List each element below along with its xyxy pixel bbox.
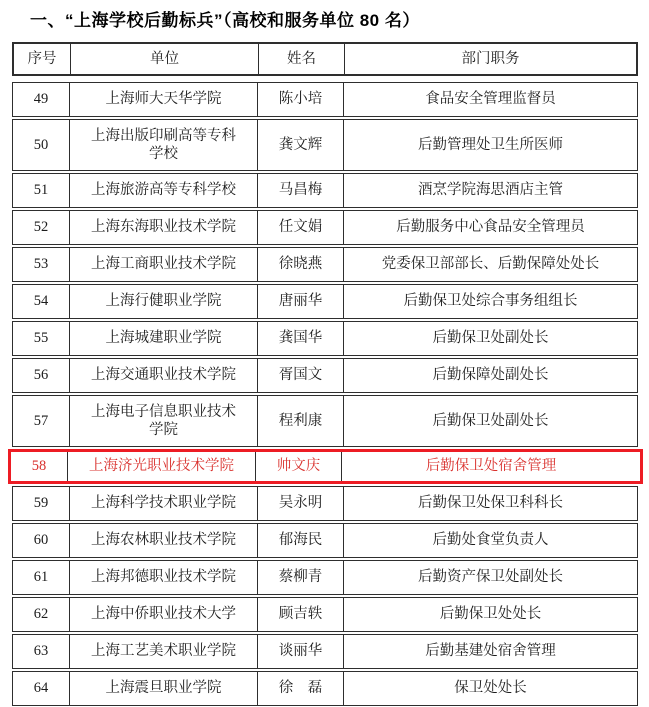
unit-cell: 上海旅游高等专科学校 — [70, 174, 258, 207]
table-row — [12, 247, 638, 282]
unit-cell: 上海师大天华学院 — [70, 83, 258, 116]
name-cell: 谈丽华 — [258, 635, 344, 668]
name-cell: 马昌梅 — [258, 174, 344, 207]
row-number-cell: 64 — [13, 672, 70, 705]
unit-cell: 上海交通职业技术学院 — [70, 359, 258, 392]
name-cell: 程利康 — [258, 396, 344, 446]
position-cell: 保卫处处长 — [454, 680, 527, 697]
table-row — [12, 173, 638, 208]
unit-cell: 上海工商职业技术学院 — [70, 248, 258, 281]
table-row — [8, 449, 643, 484]
row-number-cell: 53 — [13, 248, 70, 281]
position-cell: 后勤保卫处宿舍管理 — [425, 458, 557, 475]
table-row — [12, 119, 638, 171]
position-cell: 酒烹学院海思酒店主管 — [418, 182, 563, 199]
name-cell: 郁海民 — [258, 524, 344, 557]
position-cell: 后勤管理处卫生所医师 — [418, 136, 563, 153]
unit-cell: 上海电子信息职业技术 学院 — [70, 396, 258, 446]
unit-cell: 上海东海职业技术学院 — [70, 211, 258, 244]
position-cell: 后勤保卫处副处长 — [432, 330, 549, 347]
table-row — [12, 284, 638, 319]
name-cell: 唐丽华 — [258, 285, 344, 318]
table-row — [12, 523, 638, 558]
row-number-cell: 63 — [13, 635, 70, 668]
row-number-cell: 55 — [13, 322, 70, 355]
name-cell: 陈小培 — [258, 83, 344, 116]
position-cell: 后勤保卫处保卫科科长 — [418, 495, 563, 512]
table-row — [12, 671, 638, 706]
name-cell: 蔡柳青 — [258, 561, 344, 594]
name-cell: 徐晓燕 — [258, 248, 344, 281]
name-cell: 龚文辉 — [258, 120, 344, 170]
table-row — [12, 634, 638, 669]
table-row — [12, 395, 638, 447]
name-cell: 顾吉轶 — [258, 598, 344, 631]
name-cell: 胥国文 — [258, 359, 344, 392]
row-number-cell: 62 — [13, 598, 70, 631]
name-cell: 帅文庆 — [256, 452, 342, 481]
row-number-cell: 56 — [13, 359, 70, 392]
unit-cell: 上海济光职业技术学院 — [68, 452, 256, 481]
table-row — [12, 210, 638, 245]
position-cell: 后勤基建处宿舍管理 — [425, 643, 556, 660]
row-number-cell: 49 — [13, 83, 70, 116]
header-cell-number: 序号 — [14, 44, 71, 74]
table-row — [12, 321, 638, 356]
table-body — [12, 82, 638, 706]
awards-table — [12, 42, 638, 706]
row-number-cell: 51 — [13, 174, 70, 207]
position-cell: 后勤保卫处处长 — [439, 606, 542, 623]
unit-cell: 上海邦德职业技术学院 — [70, 561, 258, 594]
unit-cell: 上海科学技术职业学院 — [70, 487, 258, 520]
row-number-cell: 50 — [13, 120, 70, 170]
table-row — [12, 560, 638, 595]
table-row — [12, 597, 638, 632]
name-cell: 任文娟 — [258, 211, 344, 244]
table-header-row — [12, 42, 638, 76]
position-cell: 后勤服务中心食品安全管理员 — [396, 219, 585, 236]
position-cell: 后勤处食堂负责人 — [432, 532, 549, 549]
row-number-cell: 61 — [13, 561, 70, 594]
unit-cell: 上海农林职业技术学院 — [70, 524, 258, 557]
header-cell-position: 部门职务 — [461, 50, 520, 67]
position-cell: 后勤资产保卫处副处长 — [418, 569, 563, 586]
unit-cell: 上海震旦职业学院 — [70, 672, 258, 705]
table-row — [12, 82, 638, 117]
unit-cell: 上海行健职业学院 — [70, 285, 258, 318]
table-row — [12, 358, 638, 393]
unit-cell: 上海城建职业学院 — [70, 322, 258, 355]
unit-cell: 上海工艺美术职业学院 — [70, 635, 258, 668]
header-cell-name: 姓名 — [259, 44, 345, 74]
unit-cell: 上海出版印刷高等专科 学校 — [70, 120, 258, 170]
position-cell: 党委保卫部部长、后勤保障处处长 — [381, 256, 600, 273]
table-row — [12, 486, 638, 521]
position-cell: 食品安全管理监督员 — [425, 91, 556, 108]
name-cell: 吴永明 — [258, 487, 344, 520]
position-cell: 后勤保卫处综合事务组组长 — [403, 293, 578, 310]
row-number-cell: 57 — [13, 396, 70, 446]
position-cell: 后勤保障处副处长 — [432, 367, 549, 384]
row-number-cell: 58 — [11, 452, 68, 481]
position-cell: 后勤保卫处副处长 — [432, 412, 549, 429]
header-cell-unit: 单位 — [71, 44, 259, 74]
unit-cell: 上海中侨职业技术大学 — [70, 598, 258, 631]
name-cell: 徐 磊 — [258, 672, 344, 705]
name-cell: 龚国华 — [258, 322, 344, 355]
page-title: 一、“上海学校后勤标兵”（高校和服务单位 80 名） — [30, 11, 420, 30]
row-number-cell: 59 — [13, 487, 70, 520]
row-number-cell: 52 — [13, 211, 70, 244]
row-number-cell: 54 — [13, 285, 70, 318]
row-number-cell: 60 — [13, 524, 70, 557]
